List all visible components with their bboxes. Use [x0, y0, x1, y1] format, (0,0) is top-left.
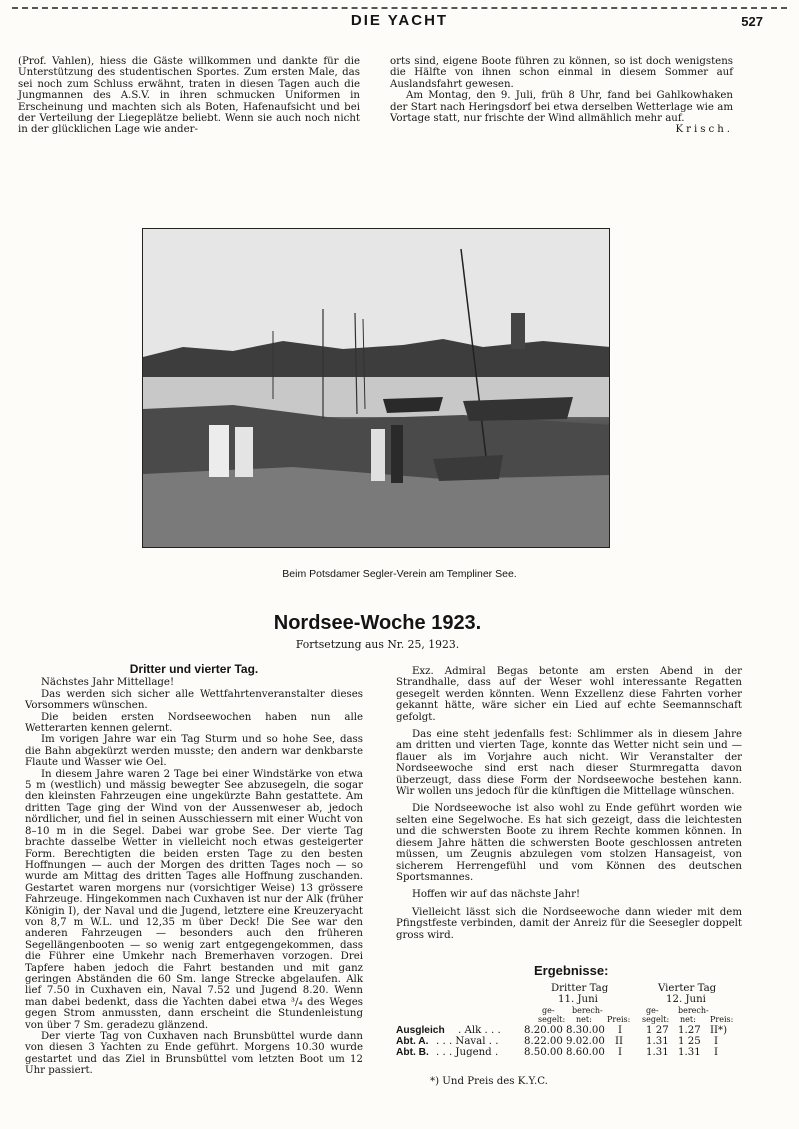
- article-paragraph: Im vorigen Jahre war ein Tag Sturm und so hohe See, dass die Bahn abgekürzt werden musste; den andern war denkbarste Flaute und Wasser wie Oel.: [25, 734, 363, 769]
- article-paragraph: In diesem Jahre waren 2 Tage bei einer Windstärke von etwa 5 m (westlich) und mässig bewegter See abzusegeln, die sogar den kleinsten Fahrzeugen eine ungekürzte Bahn gestattete. Am dritten Tage ging der Wind von der Aussenweser ab, jedoch nördlicher, und fiel in seinen Ausschiessern mit einer Wucht von 8–10 m in die Segel. Dabei war grobe See. Der vierte Tag brachte dasselbe Wetter in vielleicht noch etwas gesteigerter Form. Berechtigten die beiden ersten Tage zu den besten Hoffnungen — auch der Morgen des dritten Tages noch — so wurde am Mittag des dritten Tages alle Hoffnung zuschanden. Gestartet waren morgens nur (vorsichtiger Weise) 13 grössere Fahrzeuge. Hingekommen nach Cuxhaven ist nur der Alk (früher Königin I), der Naval und die Jugend, letztere eine Kreuzeryacht von 8,7 m W.L. und 12,35 m über Deck! Die See war den anderen Fahrzeugen — besonders auch den früheren Segellängenbooten — so wenig zart entgegengekommen, dass die Führer eine Umkehr nach Bremerhaven vorzogen. Drei Tapfere haben jedoch die Fahrt bestanden und mit ganz geringen Abständen die 60 Sm. lange Strecke abgelaufen. Alk lief 7.50 in Cuxhaven ein, Naval 7.52 und Jugend 8.20. Wenn man dabei bedenkt, dass die Yachten dabei etwa ³/₄ des Weges gegen Strom anmussten, dann erscheint die Stundenleistung von über 7 Sm. geradezu glänzend.: [25, 768, 363, 1031]
- results-footnote: *) Und Preis des K.Y.C.: [430, 1076, 548, 1087]
- day3-date: 11. Juni: [558, 994, 598, 1005]
- top-rule: [12, 7, 787, 9]
- col-sailed: ge-: [542, 1006, 555, 1015]
- intro-right-paragraph: orts sind, eigene Boote führen zu können, so ist doch wenigstens die Hälfte von ihnen schon einmal in diesem Sommer auf Auslandsfahrt gewesen.: [390, 56, 733, 90]
- article-paragraph: Die beiden ersten Nordseewochen haben nun alle Wetterarten kennen gelernt.: [25, 711, 363, 735]
- col-calc: net:: [680, 1015, 696, 1024]
- result-d4-calc: 1.31: [678, 1047, 701, 1058]
- result-boat: . . . Naval . .: [436, 1036, 499, 1047]
- col-prize: Preis:: [607, 1015, 631, 1024]
- results-col-header: [396, 1005, 756, 1014]
- article-paragraph: Exz. Admiral Begas betonte am ersten Abend in der Strandhalle, dass auf der Weser wohl interessante Regatten gesegelt werden könnten. Wenn Exzellenz diese Fahrten vorher gekannt hätte, wäre sicher ein Lied auf echte Seemannschaft gefolgt.: [396, 666, 742, 723]
- col-calc: net:: [576, 1015, 592, 1024]
- results-day-header: [396, 983, 756, 994]
- article-paragraph: Hoffen wir auf das nächste Jahr!: [412, 889, 581, 901]
- page-number: 527: [741, 14, 763, 29]
- result-d4-calc: 1 25: [678, 1036, 701, 1047]
- intro-left-text: (Prof. Vahlen), hiess die Gäste willkommen und dankte für die Unterstützung des studentischen Sportes. Zum ersten Male, das sei noch zum Schluss erwähnt, traten in diesen Tagen auch die Jungmannen des A.S.V. in ihren schmucken Uniformen in Erscheinung und machten sich als Boten, Hafenaufsicht und bei der Verteilung der Liegeplätze beliebt. Wenn sie auch noch nicht in der glücklichen Lage wie ander-: [18, 56, 360, 136]
- result-d3-calc: 8.60.00: [566, 1047, 605, 1058]
- results-row: [396, 1036, 756, 1047]
- day4-label: Vierter Tag: [658, 983, 717, 994]
- result-d4-prize: II*): [710, 1025, 728, 1036]
- col-sailed: segelt:: [642, 1015, 670, 1024]
- result-class: Abt. B.: [396, 1047, 429, 1058]
- article-subtitle: Fortsetzung aus Nr. 25, 1923.: [295, 638, 460, 651]
- col-sailed: ge-: [646, 1006, 659, 1015]
- result-d3-sailed: 8.20.00: [524, 1025, 563, 1036]
- result-d4-calc: 1.27: [678, 1025, 701, 1036]
- results-col-header: [396, 1014, 756, 1025]
- result-d4-sailed: 1.31: [646, 1036, 669, 1047]
- article-paragraph: Das eine steht jedenfalls fest: Schlimmer als in diesem Jahre am dritten und vierten Tage, konnte das Wetter nicht sein und — flauer als im Vorjahre auch nicht. Wir Veranstalter der Nordseewoche sind erst nach dieser Sturmregatta davon überzeugt, dass diese Form der Nordseewoche bestehen kann. Wir wollen uns jedoch für die künftigen die Mittellage wünschen.: [396, 729, 742, 798]
- result-d4-sailed: 1.31: [646, 1047, 669, 1058]
- result-d4-prize: I: [714, 1047, 719, 1058]
- result-d3-sailed: 8.22.00: [524, 1036, 563, 1047]
- result-d3-prize: II: [615, 1036, 624, 1047]
- results-row: [396, 1047, 756, 1058]
- col-calc: berech-: [678, 1006, 709, 1015]
- harbor-photo-drawing: [143, 229, 610, 548]
- result-d3-calc: 8.30.00: [566, 1025, 605, 1036]
- result-class: Abt. A.: [396, 1036, 429, 1047]
- section-heading: Dritter und vierter Tag.: [129, 662, 259, 676]
- col-sailed: segelt:: [538, 1015, 566, 1024]
- result-class: Ausgleich: [396, 1025, 445, 1036]
- result-d4-prize: I: [714, 1036, 719, 1047]
- results-date-header: [396, 994, 756, 1005]
- article-paragraph: Vielleicht lässt sich die Nordseewoche dann wieder mit dem Pfingstfeste verbinden, damit der Anreiz für die Seesegler doppelt gross wird.: [396, 906, 742, 941]
- intro-right-column: [390, 56, 733, 136]
- result-boat: . Alk . . .: [458, 1025, 501, 1036]
- result-d3-prize: I: [618, 1047, 623, 1058]
- results-table: [396, 983, 756, 1058]
- result-d3-sailed: 8.50.00: [524, 1047, 563, 1058]
- article-left-column: [25, 664, 363, 1077]
- article-title: Nordsee-Woche 1923.: [273, 612, 482, 634]
- harbor-photo: [142, 228, 610, 548]
- article-paragraph: Die Nordseewoche ist also wohl zu Ende geführt worden wie selten eine Segelwoche. Es hat sich gezeigt, dass die leichtesten und die schwersten Boote zu ihrem Rechte kommen können. In diesem Jahre hätten die schwersten Boote geschlossen antreten müssen, um Zeugnis abzulegen vom stolzen Hansageist, von sicherem Herrengefühl und vom Können des deutschen Sportsmannes.: [396, 803, 742, 883]
- article-paragraph: Nächstes Jahr Mittellage!: [41, 677, 175, 689]
- intro-left-column: [18, 56, 360, 136]
- col-prize: Preis:: [710, 1015, 734, 1024]
- result-boat: . . . Jugend .: [436, 1047, 499, 1058]
- photo-caption: Beim Potsdamer Segler-Verein am Templiner See.: [282, 568, 517, 580]
- article-right-column: [396, 666, 742, 941]
- article-paragraph: Der vierte Tag von Cuxhaven nach Brunsbüttel wurde dann von diesen 3 Yachten zu Ende geführt. Morgens 10.30 wurde gestartet und das Ziel in Brunsbüttel vom letzten Boot um 12 Uhr passiert.: [25, 1031, 363, 1077]
- running-header: DIE YACHT: [350, 12, 449, 29]
- results-row: [396, 1025, 756, 1036]
- col-calc: berech-: [572, 1006, 603, 1015]
- result-d3-prize: I: [618, 1025, 623, 1036]
- author-signature: Krisch.: [675, 124, 733, 136]
- result-d4-sailed: 1 27: [646, 1025, 669, 1036]
- article-paragraph: Das werden sich sicher alle Wettfahrtenveranstalter dieses Vorsommers wünschen.: [25, 688, 363, 712]
- results-heading: Ergebnisse:: [534, 963, 609, 978]
- day4-date: 12. Juni: [666, 994, 706, 1005]
- day3-label: Dritter Tag: [551, 983, 609, 994]
- intro-right-paragraph: Am Montag, den 9. Juli, früh 8 Uhr, fand bei Gahlkowhaken der Start nach Heringsdorf bei etwa derselben Wetterlage wie am Vortage statt, nur frischte der Wind allmählich mehr auf.: [390, 90, 733, 125]
- result-d3-calc: 9.02.00: [566, 1036, 605, 1047]
